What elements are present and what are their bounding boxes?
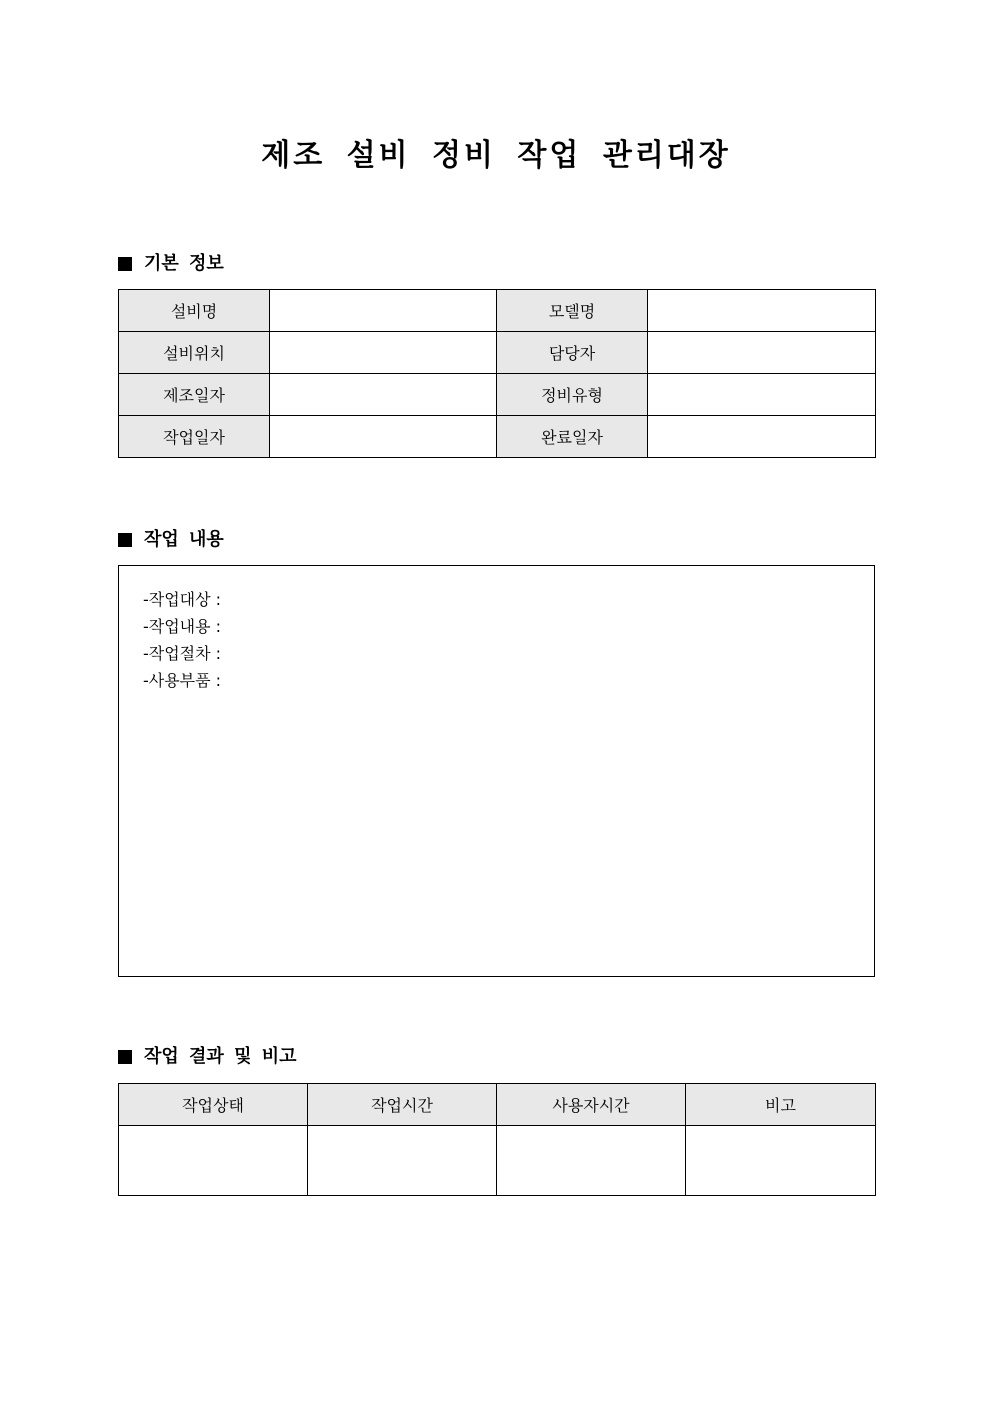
field-completion-date[interactable] bbox=[648, 416, 876, 458]
page-title: 제조 설비 정비 작업 관리대장 bbox=[261, 138, 731, 173]
label-maintenance-type: 정비유형 bbox=[497, 374, 648, 416]
field-maintenance-type[interactable] bbox=[648, 374, 876, 416]
square-bullet-icon bbox=[118, 257, 132, 271]
work-line-content: -작업내용 : bbox=[143, 617, 222, 636]
field-remarks[interactable] bbox=[686, 1126, 876, 1196]
work-line-target: -작업대상 : bbox=[143, 590, 222, 609]
work-line-parts: -사용부품 : bbox=[143, 671, 222, 690]
field-user-time[interactable] bbox=[497, 1126, 686, 1196]
section-heading-work-text: 작업 내용 bbox=[144, 529, 224, 550]
square-bullet-icon bbox=[118, 1050, 132, 1064]
label-completion-date: 완료일자 bbox=[497, 416, 648, 458]
work-line-procedure: -작업절차 : bbox=[143, 644, 222, 663]
field-equipment-location[interactable] bbox=[270, 332, 497, 374]
table-row bbox=[119, 1126, 876, 1196]
table-header-row bbox=[119, 1084, 876, 1126]
label-equipment-location: 설비위치 bbox=[119, 332, 270, 374]
section-heading-work bbox=[118, 528, 224, 552]
section-heading-basic-text: 기본 정보 bbox=[144, 253, 224, 274]
table-row bbox=[119, 416, 876, 458]
label-model-name: 모델명 bbox=[497, 290, 648, 332]
work-content-lines bbox=[143, 586, 221, 694]
field-equipment-name[interactable] bbox=[270, 290, 497, 332]
work-content-box[interactable] bbox=[118, 565, 875, 977]
table-row bbox=[119, 374, 876, 416]
table-row bbox=[119, 290, 876, 332]
result-table bbox=[118, 1083, 876, 1196]
header-work-status: 작업상태 bbox=[119, 1084, 308, 1126]
field-person-in-charge[interactable] bbox=[648, 332, 876, 374]
field-model-name[interactable] bbox=[648, 290, 876, 332]
field-work-date[interactable] bbox=[270, 416, 497, 458]
label-work-date: 작업일자 bbox=[119, 416, 270, 458]
square-bullet-icon bbox=[118, 533, 132, 547]
field-manufacture-date[interactable] bbox=[270, 374, 497, 416]
section-heading-basic bbox=[118, 252, 224, 276]
header-work-time: 작업시간 bbox=[308, 1084, 497, 1126]
section-heading-result bbox=[118, 1045, 297, 1069]
field-work-time[interactable] bbox=[308, 1126, 497, 1196]
basic-info-table bbox=[118, 289, 876, 458]
section-heading-result-text: 작업 결과 및 비고 bbox=[144, 1046, 297, 1067]
field-work-status[interactable] bbox=[119, 1126, 308, 1196]
header-user-time: 사용자시간 bbox=[497, 1084, 686, 1126]
table-row bbox=[119, 332, 876, 374]
label-manufacture-date: 제조일자 bbox=[119, 374, 270, 416]
label-equipment-name: 설비명 bbox=[119, 290, 270, 332]
header-remarks: 비고 bbox=[686, 1084, 876, 1126]
label-person-in-charge: 담당자 bbox=[497, 332, 648, 374]
